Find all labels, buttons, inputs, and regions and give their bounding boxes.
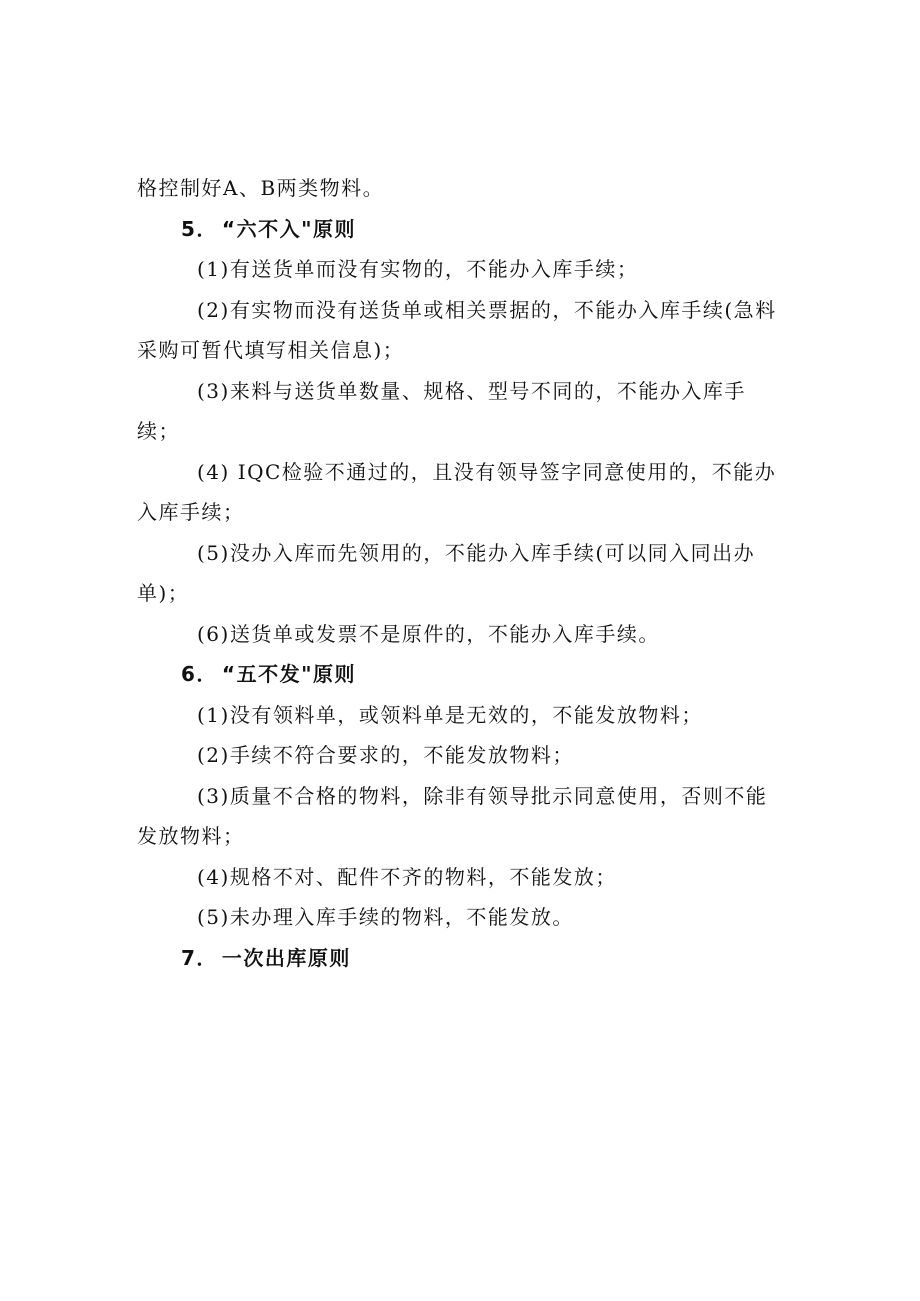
list-item: (1)没有领料单，或领料单是无效的，不能发放物料； [197, 702, 703, 727]
document-body [137, 168, 785, 978]
section-heading-6 [137, 654, 785, 695]
section-heading-5 [137, 209, 785, 250]
section-title: “六不入"原则 [221, 216, 356, 241]
list-item: (4)规格不对、配件不齐的物料，不能发放； [197, 864, 617, 889]
list-item: (2)有实物而没有送货单或相关票据的，不能办入库手续(急料采购可暂代填写相关信息)； [137, 297, 777, 362]
list-item: (3)质量不合格的物料，除非有领导批示同意使用，否则不能发放物料； [137, 783, 768, 848]
section-number: 7． [181, 945, 218, 970]
list-item: (5)没办入库而先领用的，不能办入库手续(可以同入同出办单)； [137, 540, 756, 605]
list-item: (2)手续不符合要求的，不能发放物料； [197, 743, 574, 767]
list-item: (5)未办理入库手续的物料，不能发放。 [197, 905, 574, 929]
section-number: 5． [181, 216, 218, 241]
paragraph-continuation: 格控制好A、B两类物料。 [137, 176, 385, 200]
section-heading-7 [137, 938, 785, 979]
section-title: 一次出库原则 [221, 945, 351, 970]
list-item: (4) IQC检验不通过的，且没有领导签字同意使用的，不能办入库手续； [137, 459, 777, 524]
list-item: (1)有送货单而没有实物的，不能办入库手续； [197, 257, 639, 281]
list-item: (6)送货单或发票不是原件的，不能办入库手续。 [197, 621, 660, 646]
list-item: (3)来料与送货单数量、规格、型号不同的，不能办入库手续； [137, 378, 746, 443]
section-title: “五不发"原则 [221, 662, 356, 686]
section-number: 6． [181, 662, 218, 686]
